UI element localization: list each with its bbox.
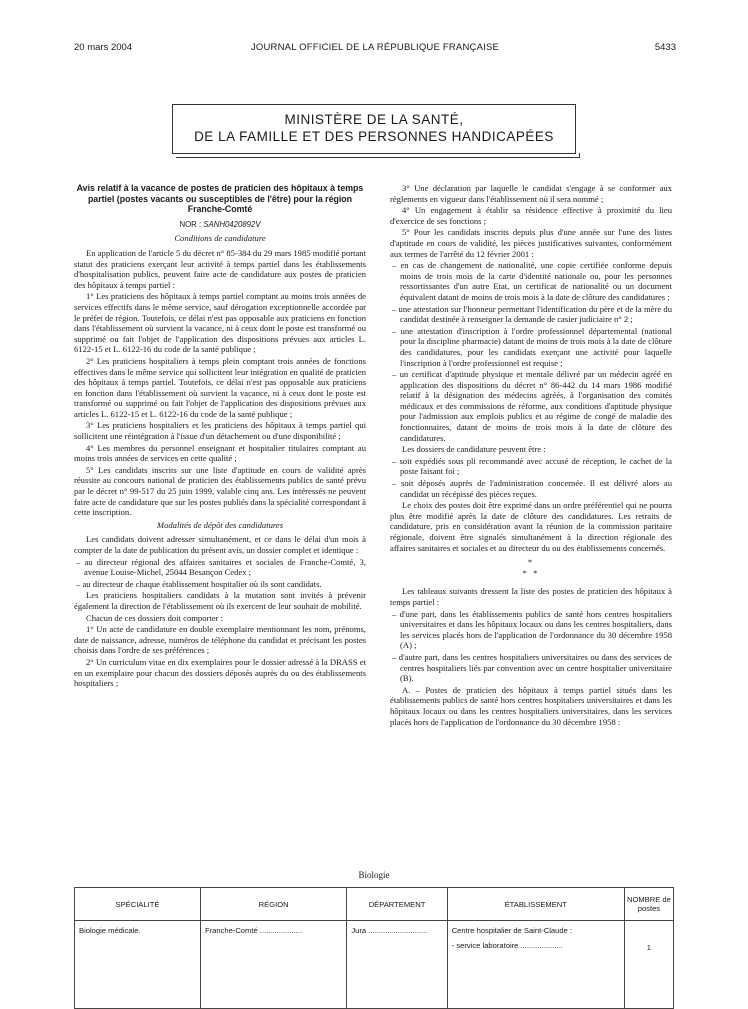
list-item: – une attestation sur l'honneur permettant l'identification du père et de la mère du candidat destinée à renseigner la demande de casier judiciaire n° 2 ; [392,303,672,325]
list-item: – au directeur de chaque établissement hospitalier où ils sont candidats. [76,578,322,589]
col-header-etablissement: ÉTABLISSEMENT [447,888,624,921]
cell-specialite: Biologie médicale. [75,921,201,1009]
cell-departement: Jura ............................ [347,921,447,1009]
section-heading: Conditions de candidature [174,233,266,244]
nor-value: SANH0420892V [203,219,261,229]
paragraph: 5° Les candidats inscrits sur une liste d'aptitude en cours de validité après réussite au concours national de praticien des établissements publics de santé prévu par le décret n° 99-517 du 25 juin 1999, valable cinq ans. Les intéressés ne peuvent faire acte de candidature que sur les postes publiés dans la spécialité correspondant à cette inscription. [74,464,366,518]
paragraph: 5° Pour les candidats inscrits depuis plus d'une année sur l'une des listes d'aptitude en cours de validité, les pièces justificatives suivantes, conformément aux termes de l'arrêté du 12 février 2001 : [390,227,672,259]
cell-etablissement [447,921,624,1009]
paragraph: 1° Les praticiens des hôpitaux à temps partiel comptant au moins trois années de services effectifs dans le même service, sauf dérogation exceptionnelle accordée par le préfet de région. Toutefois, ce délai n'est pas opposable aux praticiens en fonction dans l'établissement où survient la vacance, ni à ceux dont le poste est transformé ou supprimé ou fait l'objet de l'application des dispositions prévues aux articles L. 6122-15 et L. 6122-16 du code de la santé publique ; [74,291,366,355]
paragraph: 2° Les praticiens hospitaliers à temps plein comptant trois années de fonctions effectives dans le même service qui sollicitent leur intégration en qualité de praticien des hôpitaux à temps partiel. Toutefois, ce délai n'est pas opposable aux praticiens en fonction dans l'établissement où survient la vacance, ni à ceux dont le poste est transformé ou supprimé ou fait l'objet de l'application des dispositions prévues aux articles L. 6122-15 et L. 6122-16 du code de la santé publique ; [74,355,366,419]
list-item: – en cas de changement de nationalité, une copie certifiée conforme depuis moins de trois mois de la carte d'identité nationale ou, pour les personnes ressortissantes d'un autre Etat, un certificat de nationalité ou un document équivalent datant de moins de trois mois à la date de clôture des candidatures ; [392,260,672,302]
paragraph: 4° Un engagement à établir sa résidence effective à proximité du lieu d'exercice de ses fonctions ; [390,205,672,226]
etablissement-name: Centre hospitalier de Saint-Claude : [451,926,573,935]
header-date: 20 mars 2004 [74,42,133,53]
notice-title: Avis relatif à la vacance de postes de praticien des hôpitaux à temps partiel (postes vacants ou susceptibles de l'être) pour la région Franche-Comté [76,183,364,215]
paragraph: Les praticiens hospitaliers candidats à la mutation sont invités à prévenir également la direction de l'établissement où ils exercent de leur souhait de mobilité. [74,590,366,611]
left-column [74,183,366,690]
list-item: – soit déposés auprès de l'administration concernée. Il est délivré alors au candidat un récépissé des pièces reçues. [392,478,672,499]
nor-reference [74,220,366,231]
cell-region: Franche-Comté .................... [200,921,346,1009]
col-header-region: RÉGION [200,888,346,921]
right-column [390,183,672,728]
list-item: – d'autre part, dans les centres hospitaliers universitaires ou dans des services de centres hospitaliers liés par convention avec un centre hospitalier universitaire (B). [392,651,672,684]
paragraph: En application de l'article 5 du décret n° 85-384 du 29 mars 1985 modifié portant statut des praticiens exerçant leur activité à temps partiel dans les établissements d'hospitalisation publics, peuvent faire acte de candidature aux postes de praticien des hôpitaux à temps partiel : [74,247,366,290]
ministry-line-2: DE LA FAMILLE ET DES PERSONNES HANDICAPÉES [194,129,554,144]
paragraph: Les tableaux suivants dressent la liste des postes de praticien des hôpitaux à temps partiel : [390,586,672,607]
nor-label: NOR : [179,219,202,229]
list-item: – soit expédiés sous pli recommandé avec accusé de réception, le cachet de la poste faisant foi ; [392,455,672,477]
list-item: – d'une part, dans les établissements publics de santé hors centres hospitaliers universitaires et dans les hôpitaux locaux ou dans les centres hospitaliers, dans les services placés hors de l'application de l'ordonnance du 30 décembre 1958 (A) ; [392,608,672,651]
ministry-line-1: MINISTÈRE DE LA SANTÉ, [284,112,464,127]
table-header-row [75,888,674,921]
page-header [74,42,676,58]
paragraph: Chacun de ces dossiers doit comporter : [86,612,223,623]
paragraph: 3° Une déclaration par laquelle le candidat s'engage à se conformer aux règlements en vigueur dans l'établissement où il sera nommé ; [390,183,672,204]
paragraph: 1° Un acte de candidature en double exemplaire mentionnant les nom, prénoms, date de naissance, adresse, numéros de téléphone du candidat et précisant les postes choisis dans l'ordre de ses préférences ; [74,624,366,656]
paragraph: 3° Les praticiens hospitaliers et les praticiens des hôpitaux à temps partiel qui sollicitent une réintégration à l'issue d'un détachement ou d'une disponibilité ; [74,420,366,442]
table-row [75,921,674,1009]
paragraph: Les dossiers de candidature peuvent être : [402,444,546,455]
table-caption: Biologie [358,870,390,880]
section-separator: * * * [522,557,540,578]
section-heading: Modalités de dépôt des candidatures [156,519,284,530]
col-header-departement: DÉPARTEMENT [347,888,447,921]
list-item: – au directeur régional des affaires sanitaires et sociales de Franche-Comté, 3, avenue Louise-Michel, 25044 Besançon Cedex ; [76,556,366,578]
paragraph: 4° Les membres du personnel enseignant et hospitalier titulaires comptant au moins trois années de services en cette qualité ; [74,442,366,464]
etablissement-service: - service laboratoire .................... [451,941,563,950]
paragraph: A. – Postes de praticien des hôpitaux à temps partiel situés dans les établissements publics de santé hors centres hospitaliers universitaires et dans les hôpitaux locaux ou dans les centres hospitaliers universitaires, dans les services placés hors de l'application de l'ordonnance du 30 décembre 1958 : [390,684,672,727]
col-header-nombre: NOMBRE de postes [624,888,673,921]
header-page-number: 5433 [654,42,676,53]
header-journal-title: JOURNAL OFFICIEL DE LA RÉPUBLIQUE FRANÇAISE [250,42,500,53]
posts-table [74,887,674,1009]
col-header-specialite: SPÉCIALITÉ [75,888,201,921]
paragraph: Le choix des postes doit être exprimé dans un ordre préférentiel qui ne pourra plus être modifié après la date de clôture des candidatures. Les retraits de candidature, pris en considération avant la réunion de la commission paritaire régionale, doivent être signalés simultanément à la direction régionale des affaires sanitaires et sociales et au directeur du ou des établissements concernés. [390,500,672,553]
list-item: – un certificat d'aptitude physique et mentale délivré par un médecin agréé en application des dispositions du décret n° 86-442 du 14 mars 1986 modifié relatif à la désignation des médecins agréés, à l'organisation des comités médicaux et des commissions de réforme, aux conditions d'aptitude physique pour l'admission aux emplois publics et au régime de congé de maladie des fonctionnaires, datant de moins de trois mois à la date de clôture des candidatures. [392,369,672,443]
ministry-box [172,104,576,154]
cell-nombre: 1 [624,921,673,1009]
list-item: – une attestation d'inscription à l'ordre professionnel départemental (national pour la discipline pharmacie) datant de moins de trois mois à la date de clôture des candidatures, pour les candidats exerçant une activité pour laquelle l'inscription à l'ordre professionnel est requise ; [392,325,672,368]
paragraph: Les candidats doivent adresser simultanément, et ce dans le délai d'un mois à compter de la date de publication du présent avis, un dossier complet et identique : [74,534,366,555]
paragraph: 2° Un curriculum vitae en dix exemplaires pour le dossier adressé à la DRASS et en un exemplaire pour chacun des dossiers déposés auprès du ou des établissements hospitaliers ; [74,656,366,689]
